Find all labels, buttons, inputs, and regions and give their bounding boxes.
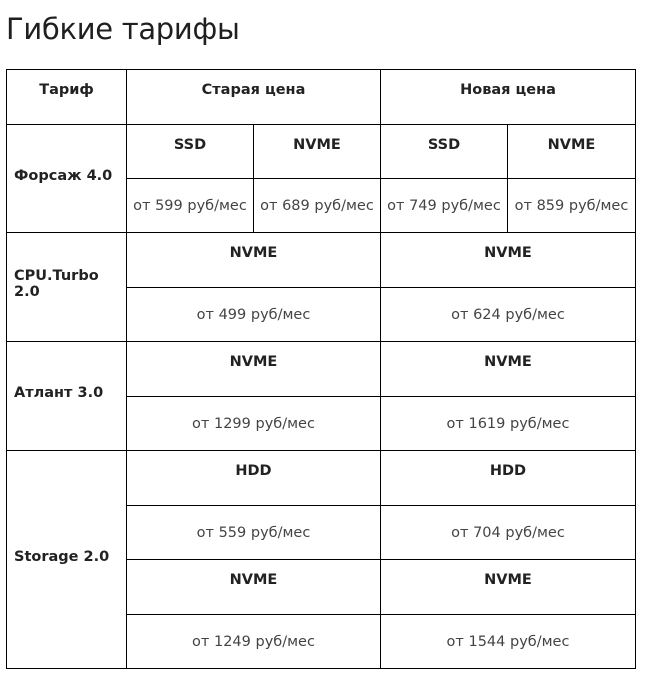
tariff-name-atlant: Атлант 3.0: [7, 342, 127, 451]
price-cell: от 1544 руб/мес: [381, 615, 636, 669]
tariff-name-forsazh: Форсаж 4.0: [7, 125, 127, 233]
storage-type: NVME: [381, 342, 636, 397]
price-cell: от 559 руб/мес: [127, 506, 381, 560]
storage-type: HDD: [381, 451, 636, 506]
header-tariff: Тариф: [7, 70, 127, 125]
table-row: [7, 233, 636, 288]
price-cell: от 1299 руб/мес: [127, 397, 381, 451]
storage-type: NVME: [127, 560, 381, 615]
price-cell: от 599 руб/мес: [127, 179, 254, 233]
price-cell: от 1619 руб/мес: [381, 397, 636, 451]
tariff-name-storage: Storage 2.0: [7, 451, 127, 669]
storage-type: NVME: [254, 125, 381, 179]
page-title: Гибкие тарифы: [6, 12, 240, 46]
storage-type: HDD: [127, 451, 381, 506]
storage-type: SSD: [381, 125, 508, 179]
storage-type: NVME: [381, 560, 636, 615]
header-new-price: Новая цена: [381, 70, 636, 125]
price-cell: от 859 руб/мес: [508, 179, 636, 233]
price-cell: от 1249 руб/мес: [127, 615, 381, 669]
storage-type: NVME: [508, 125, 636, 179]
price-cell: от 749 руб/мес: [381, 179, 508, 233]
table-row: [7, 451, 636, 506]
header-row: [7, 70, 636, 125]
table-row: [7, 342, 636, 397]
price-cell: от 499 руб/мес: [127, 288, 381, 342]
storage-type: SSD: [127, 125, 254, 179]
price-cell: от 704 руб/мес: [381, 506, 636, 560]
storage-type: NVME: [127, 342, 381, 397]
table-row: [7, 125, 636, 179]
price-cell: от 624 руб/мес: [381, 288, 636, 342]
tariffs-table: [6, 69, 636, 669]
price-cell: от 689 руб/мес: [254, 179, 381, 233]
storage-type: NVME: [381, 233, 636, 288]
tariff-name-cpu-turbo: CPU.Turbo 2.0: [7, 233, 127, 342]
header-old-price: Старая цена: [127, 70, 381, 125]
storage-type: NVME: [127, 233, 381, 288]
